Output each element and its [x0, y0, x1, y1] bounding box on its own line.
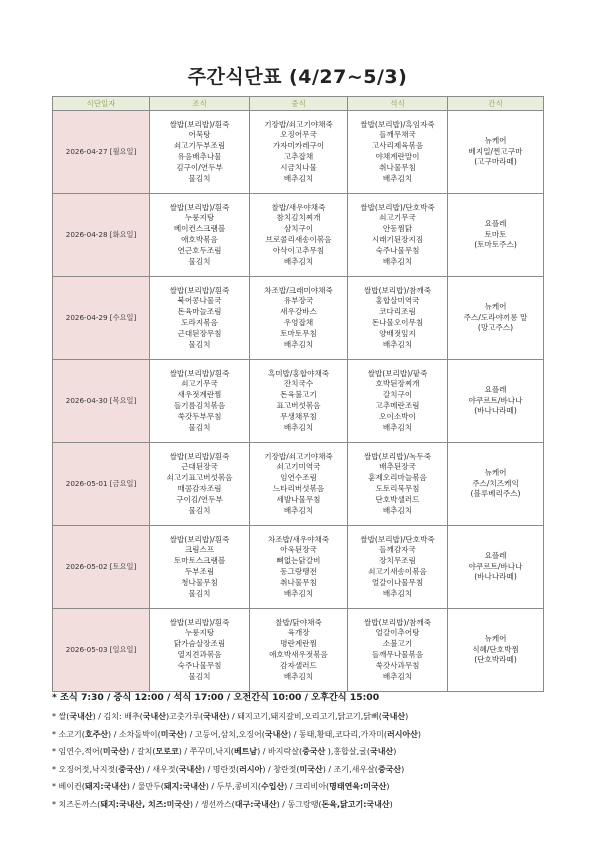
breakfast-cell — [150, 360, 250, 443]
snack-item: (블루베리주스) — [470, 489, 521, 499]
note-text: ) / 동태,황태,코다리,가자미( — [288, 729, 387, 739]
table-row — [53, 194, 544, 277]
snack-cell — [448, 111, 544, 194]
breakfast-item: 도라지볶음 — [181, 318, 218, 327]
dinner-item: 취나물무침 — [379, 162, 416, 172]
dinner-cell — [348, 443, 448, 526]
snack-item: 토마토 — [484, 229, 507, 239]
breakfast-cell — [150, 443, 250, 526]
dinner-item: 쌀밥(보리밥)/단호박죽 — [360, 202, 435, 212]
table-row — [53, 609, 544, 692]
dinner-item: 쌀밥(보리밥)/단호박죽 — [360, 534, 435, 544]
origin-country: 돈육,닭고기:국내산 — [321, 799, 390, 809]
breakfast-item: 청나물무침 — [181, 577, 218, 587]
date-cell: 2026-04-30 [목요일] — [53, 360, 150, 443]
snack-item: 뉴케어 — [484, 467, 507, 477]
dinner-item: 훈제오리마늘볶음 — [368, 473, 427, 483]
lunch-cell — [250, 443, 348, 526]
origin-country: 국내산 — [203, 712, 227, 721]
breakfast-cell — [150, 609, 250, 692]
lunch-cell — [250, 194, 348, 277]
breakfast-cell — [150, 111, 250, 194]
table-header-row — [53, 97, 544, 111]
lunch-item: 브로콜리새송이볶음 — [265, 235, 332, 244]
lunch-cell — [250, 526, 348, 609]
breakfast-item: 근대된장무침 — [177, 328, 222, 338]
lunch-item: 잔치국수 — [283, 379, 314, 389]
note-text: * 치즈돈까스( — [52, 799, 101, 809]
breakfast-cell — [150, 194, 250, 277]
origin-country: 러시아산 — [386, 729, 418, 739]
dinner-item: 홍합살미역국 — [375, 296, 420, 306]
date-cell: 2026-04-27 [월요일] — [53, 111, 150, 194]
snack-item: 요플레 — [484, 550, 507, 560]
dinner-cell — [348, 609, 448, 692]
breakfast-item: 누룽지탕 — [184, 628, 215, 638]
breakfast-item: 쌀밥(보리밥)/흰죽 — [169, 451, 230, 461]
dinner-item: 배추김치 — [382, 339, 413, 349]
lunch-item: 배추김치 — [283, 505, 314, 515]
origin-country: 중국산 — [302, 747, 326, 756]
breakfast-item: 쌀밥(보리밥)/흰죽 — [169, 368, 230, 378]
lunch-item: 무생채무침 — [280, 411, 317, 421]
snack-item: (바나나라떼) — [474, 572, 517, 582]
dinner-item: 쌀밥(보리밥)/참깨죽 — [363, 285, 432, 295]
breakfast-item: 베이컨스크램블 — [173, 224, 226, 234]
snack-cell — [448, 360, 544, 443]
breakfast-item: 쑥갓두부무침 — [177, 411, 222, 421]
note-text: * 소고기( — [52, 729, 85, 739]
snack-item: (단호박라떼) — [474, 655, 517, 665]
origin-country: 국내산 — [69, 712, 93, 721]
dinner-item: 쌀밥(보리밥)/흑임자죽 — [360, 119, 435, 129]
snack-item: 뉴케어 — [484, 633, 507, 643]
dinner-item: 배추김치 — [382, 588, 413, 598]
breakfast-item: 돈육마늘조림 — [177, 307, 222, 317]
origin-country: 미국산 — [160, 729, 184, 739]
dinner-cell — [348, 194, 448, 277]
dinner-item: 안동찜닭 — [382, 224, 413, 234]
note-text: ) / 고등어,삼치,오징어( — [183, 729, 265, 739]
breakfast-item: 물김치 — [188, 588, 211, 598]
note-text: ) — [393, 747, 397, 756]
dinner-item: 들깨무채국 — [379, 130, 416, 140]
header-lunch: 중식 — [250, 97, 348, 111]
lunch-item: 배추김치 — [283, 671, 314, 681]
lunch-item: 돈육불고기 — [280, 390, 317, 400]
lunch-item: 기장밥/쇠고기야채죽 — [264, 119, 333, 129]
breakfast-item: 쇠고기표고버섯볶음 — [166, 473, 233, 483]
dinner-item: 장치무조림 — [379, 556, 416, 566]
origin-note — [52, 743, 552, 761]
lunch-item: 배추김치 — [283, 256, 314, 266]
lunch-item: 찰밥/닭야채죽 — [275, 617, 322, 627]
lunch-item: 감자샐러드 — [280, 660, 317, 670]
lunch-item: 참치김치찌개 — [276, 213, 321, 223]
lunch-item: 차조밥/새우야채죽 — [267, 534, 330, 544]
lunch-item: 배추김치 — [283, 588, 314, 598]
breakfast-item: 매콤감자조림 — [177, 484, 222, 493]
origin-country: 국내산 — [264, 729, 289, 739]
origin-country: 국내산 — [370, 747, 394, 756]
breakfast-cell — [150, 526, 250, 609]
dinner-item: 야채계란말이 — [375, 152, 420, 161]
breakfast-item: 쌀밥(보리밥)/흰죽 — [169, 285, 230, 295]
note-text: ) — [401, 764, 405, 774]
breakfast-item: 토마토스크램블 — [173, 556, 226, 566]
breakfast-item: 어묵탕 — [188, 130, 211, 140]
note-text: ) / 새우젓( — [141, 764, 179, 774]
notes-section — [52, 689, 552, 813]
breakfast-item: 쇠고기두부조림 — [173, 141, 226, 151]
lunch-item: 아삭이고추무침 — [272, 245, 325, 255]
lunch-item: 시금치나물 — [280, 162, 317, 172]
dinner-item: 배추김치 — [382, 671, 413, 681]
table-row — [53, 360, 544, 443]
note-text: ) / 창란젓( — [262, 764, 300, 774]
note-text: * 베이컨( — [52, 782, 85, 791]
note-text: ) / 소차돌박이( — [108, 729, 161, 739]
snack-item: (토마토주스) — [474, 240, 517, 250]
note-text: ) / 크리비아( — [284, 782, 330, 791]
origin-note — [52, 778, 552, 796]
origin-country: 중국산 — [377, 764, 402, 774]
lunch-item: 토마토무침 — [280, 328, 317, 338]
lunch-item: 아욱된장국 — [280, 545, 317, 555]
origin-country: 대구:국내산 — [234, 799, 277, 809]
header-snack: 간식 — [448, 97, 544, 111]
snack-item: 요플레 — [484, 218, 507, 228]
origin-note — [52, 796, 552, 814]
note-text: ) — [386, 782, 390, 791]
lunch-item: 오징어무국 — [280, 130, 317, 140]
dinner-item: 양배젓잎지 — [379, 328, 416, 338]
dinner-item: 쌀밥(보리밥)/녹두죽 — [363, 451, 432, 461]
breakfast-item: 쌀밥(보리밥)/흰죽 — [169, 119, 230, 129]
dinner-item: 배추된장국 — [379, 462, 416, 472]
snack-item: (망고주스) — [477, 323, 514, 333]
table-row — [53, 443, 544, 526]
lunch-item: 흑미밥/홍합야채죽 — [267, 368, 330, 378]
snack-cell — [448, 526, 544, 609]
origin-country: 러시아 — [239, 764, 263, 774]
snack-item: 뉴케어 — [484, 301, 507, 311]
snack-item: (고구마라떼) — [474, 157, 517, 167]
dinner-cell — [348, 111, 448, 194]
dinner-item: 얼갈이나물무침 — [371, 577, 424, 587]
snack-cell — [448, 277, 544, 360]
lunch-cell — [250, 360, 348, 443]
table-row — [53, 277, 544, 360]
lunch-item: 새우강바스 — [280, 307, 317, 317]
breakfast-item: 물김치 — [188, 256, 211, 266]
breakfast-item: 구이김/연두부 — [176, 494, 223, 504]
lunch-item: 육개장 — [287, 628, 310, 638]
dinner-item: 숙주나물무침 — [375, 245, 420, 255]
lunch-cell — [250, 277, 348, 360]
breakfast-item: 누룽지탕 — [184, 213, 215, 223]
breakfast-item: 닭가슴살장조림 — [173, 639, 226, 649]
breakfast-item: 쌀밥(보리밥)/흰죽 — [169, 617, 230, 627]
dinner-item: 쇠고기새송이볶음 — [368, 567, 427, 576]
lunch-item: 배추김치 — [283, 339, 314, 349]
header-dinner: 석식 — [348, 97, 448, 111]
lunch-item: 우엉잡채 — [283, 318, 314, 327]
note-text: * 오징어젓,낙지젓( — [52, 764, 119, 774]
dinner-cell — [348, 277, 448, 360]
date-cell: 2026-04-29 [수요일] — [53, 277, 150, 360]
breakfast-item: 쇠고기무국 — [181, 379, 218, 389]
breakfast-item: 근대된장국 — [181, 462, 218, 472]
lunch-item: 취나물무침 — [280, 577, 317, 587]
origin-country: 중국산 — [118, 764, 142, 774]
dinner-item: 코다리조림 — [379, 307, 416, 317]
menu-body — [53, 111, 544, 692]
note-text: ) / 쭈꾸미,낙지( — [178, 747, 234, 756]
breakfast-item: 물김치 — [188, 505, 211, 515]
lunch-cell — [250, 111, 348, 194]
note-text: ) — [389, 799, 393, 809]
lunch-cell — [250, 609, 348, 692]
table-row — [53, 526, 544, 609]
breakfast-item: 새우젓계란찜 — [177, 390, 222, 400]
header-date: 식단일자 — [53, 97, 150, 111]
snack-item: 주스/도라야끼롱 말 — [463, 312, 528, 322]
lunch-item: 동그랑땡전 — [280, 567, 317, 576]
origin-country: 국내산 — [178, 764, 202, 774]
dinner-item: 들깨감자국 — [379, 545, 416, 555]
dinner-cell — [348, 526, 448, 609]
origin-notes — [52, 708, 552, 813]
origin-country: 미국산 — [299, 764, 323, 774]
breakfast-cell — [150, 277, 250, 360]
lunch-item: 임연수조림 — [280, 473, 317, 483]
snack-item: 뉴케어 — [484, 135, 507, 145]
lunch-item: 뼈없는닭갈비 — [276, 556, 321, 566]
dinner-item: 시래기된장지짐 — [371, 235, 424, 244]
dinner-item: 갈치구이 — [382, 390, 413, 400]
dinner-item: 고사리제육볶음 — [371, 141, 424, 151]
breakfast-item: 물김치 — [188, 671, 211, 681]
note-text: ) / 물만두( — [126, 782, 164, 791]
lunch-item: 배추김치 — [283, 422, 314, 432]
dinner-cell — [348, 360, 448, 443]
breakfast-item: 두부조림 — [184, 567, 215, 576]
dinner-item: 쌀밥(보리밥)/참깨죽 — [363, 617, 432, 627]
origin-country: 명태연육:미국산 — [329, 782, 387, 791]
table-row — [53, 111, 544, 194]
breakfast-item: 열지견과볶음 — [177, 650, 222, 659]
date-cell: 2026-05-01 [금요일] — [53, 443, 150, 526]
breakfast-item: 크림스프 — [184, 545, 215, 555]
dinner-item: 배추김치 — [382, 256, 413, 266]
dinner-item: 배추김치 — [382, 422, 413, 432]
breakfast-item: 들기름김치볶음 — [173, 401, 226, 410]
origin-country: 모로코 — [155, 747, 179, 756]
dinner-item: 도토리묵무침 — [375, 484, 420, 493]
lunch-item: 명란계란찜 — [280, 639, 317, 649]
lunch-item: 고추잡채 — [283, 152, 314, 161]
dinner-item: 배추김치 — [382, 505, 413, 515]
breakfast-item: 숙주나물무침 — [177, 660, 222, 670]
dinner-item: 단호박샐러드 — [375, 494, 420, 504]
note-text: * 임연수,적어( — [52, 747, 103, 756]
origin-note — [52, 726, 552, 744]
snack-item: 야쿠르트/바나나 — [468, 561, 523, 571]
dinner-item: 들깨무나물볶음 — [371, 650, 424, 659]
date-cell: 2026-05-02 [토요일] — [53, 526, 150, 609]
note-text: ) / 돼지고기,돼지갈비,오리고기,닭고기,닭뼈( — [226, 712, 382, 721]
breakfast-item: 애호박볶음 — [181, 235, 218, 244]
breakfast-item: 연근호두조림 — [177, 245, 222, 255]
note-text: ) — [405, 712, 409, 721]
breakfast-item: 물김치 — [188, 339, 211, 349]
note-text: ) — [417, 729, 422, 739]
note-text: ) / 명란젓( — [201, 764, 240, 774]
note-text: ) / 김치: 배추( — [92, 712, 143, 721]
dinner-item: 돈나물오이무침 — [371, 318, 424, 327]
snack-item: (바나나라떼) — [474, 406, 517, 416]
lunch-item: 배추김치 — [283, 173, 314, 183]
dinner-item: 얼갈이추어탕 — [375, 628, 420, 638]
lunch-item: 유부장국 — [283, 296, 314, 306]
snack-cell — [448, 194, 544, 277]
origin-country: 돼지:국내산 — [84, 782, 127, 791]
weekly-menu-table — [52, 96, 544, 692]
dinner-item: 쌀밥(보리밥)/팥죽 — [367, 368, 428, 378]
lunch-item: 삼치구이 — [283, 224, 314, 234]
lunch-item: 느타리버섯볶음 — [272, 484, 325, 493]
origin-country: 미국산 — [102, 747, 127, 756]
origin-note — [52, 761, 552, 779]
dinner-item: 오이소박이 — [379, 411, 416, 421]
date-cell: 2026-04-28 [화요일] — [53, 194, 150, 277]
meal-hours: * 조식 7:30 / 중식 12:00 / 석식 17:00 / 오전간식 10:00 / 오후간식 15:00 — [52, 692, 380, 703]
lunch-item: 쇠고기미역국 — [276, 462, 321, 472]
page-title: 주간식단표 (4/27~5/3) — [187, 66, 408, 88]
note-text: ) / 갈치( — [126, 747, 156, 756]
breakfast-item: 물김치 — [188, 173, 211, 183]
lunch-item: 가자미카레구이 — [272, 141, 325, 151]
lunch-item: 애호박새우젓볶음 — [269, 650, 328, 659]
note-text: ) / 바지락살( — [257, 747, 303, 756]
origin-country: 국내산 — [381, 712, 406, 721]
snack-item: 야쿠르트/바나나 — [468, 395, 523, 405]
date-cell: 2026-05-03 [일요일] — [53, 609, 150, 692]
note-text: )고춧가루( — [165, 712, 204, 721]
origin-country: 베트남 — [233, 747, 258, 756]
note-text: ),홍합살,굴( — [325, 747, 371, 756]
origin-note — [52, 708, 552, 726]
dinner-item: 호박된장찌개 — [375, 379, 420, 389]
dinner-item: 쑥갓사과무침 — [375, 660, 420, 670]
breakfast-item: 쌀밥(보리밥)/흰죽 — [169, 202, 230, 212]
dinner-item: 쇠고기무국 — [379, 213, 416, 223]
lunch-item: 차조밥/크래미야채죽 — [264, 285, 333, 295]
origin-country: 호주산 — [84, 729, 109, 739]
snack-item: 주스/치즈케익 — [472, 478, 519, 488]
breakfast-item: 김구이/연두부 — [176, 162, 223, 172]
note-text: * 쌀( — [52, 712, 70, 721]
breakfast-item: 북어콩나물국 — [177, 296, 222, 306]
snack-item: 식혜/단호박찜 — [472, 644, 519, 654]
snack-item: 베지밀/찐고구마 — [468, 146, 523, 156]
origin-country: 수입산 — [260, 782, 285, 791]
origin-country: 국내산 — [142, 712, 166, 721]
origin-country: 돼지:국내산 — [163, 782, 206, 791]
snack-cell — [448, 609, 544, 692]
dinner-item: 소불고기 — [382, 639, 413, 649]
breakfast-item: 물김치 — [188, 422, 211, 432]
lunch-item: 표고버섯볶음 — [276, 401, 321, 410]
note-text: ) / 동그랑땡( — [276, 799, 322, 809]
note-text: ) / 조기,새우살( — [322, 764, 378, 774]
note-text: ) / 두부,콩비지( — [205, 782, 261, 791]
snack-item: 요플레 — [484, 384, 507, 394]
breakfast-item: 유음배추나물 — [177, 152, 222, 161]
header-breakfast: 조식 — [150, 97, 250, 111]
origin-country: 돼지:국내산, 치즈:미국산 — [100, 799, 190, 809]
lunch-item: 세발나물무침 — [276, 494, 321, 504]
lunch-item: 찰밥/새우야채죽 — [271, 202, 326, 212]
breakfast-item: 쌀밥(보리밥)/흰죽 — [169, 534, 230, 544]
lunch-item: 기장밥/쇠고기야채죽 — [264, 451, 333, 461]
dinner-item: 배추김치 — [382, 173, 413, 183]
snack-cell — [448, 443, 544, 526]
note-text: ) / 생선까스( — [189, 799, 235, 809]
dinner-item: 고추메란조림 — [375, 401, 420, 410]
